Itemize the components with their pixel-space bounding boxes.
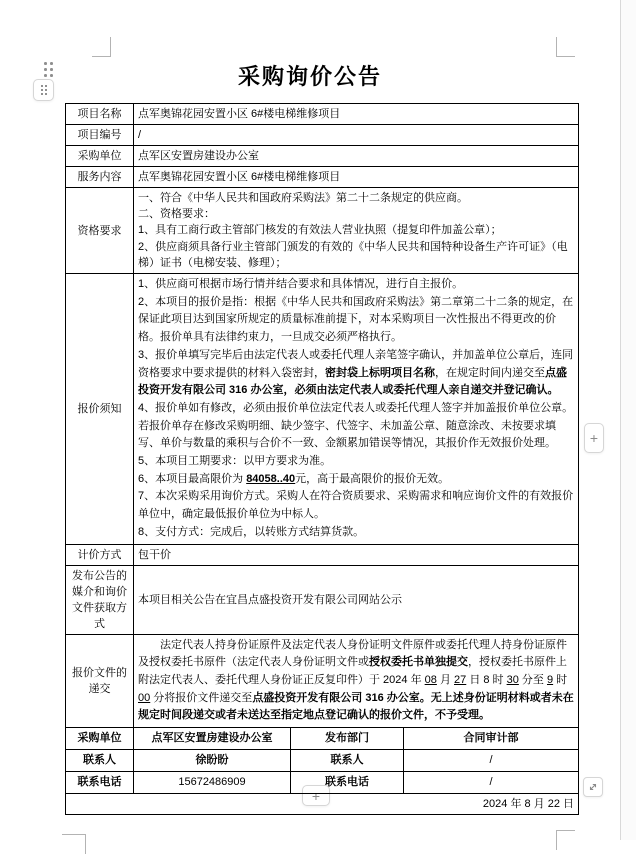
table-row xyxy=(66,565,579,634)
procurement-table xyxy=(65,103,579,815)
qualification-line: 1、具有工商行政主管部门核发的有效法人营业执照（提复印件加盖公章）； xyxy=(138,224,502,237)
table-row xyxy=(66,750,579,772)
table-row xyxy=(66,104,579,125)
contact-person-value-2: / xyxy=(404,750,579,772)
table-row xyxy=(66,167,579,188)
quotation-notice-value xyxy=(134,274,579,545)
submission-paragraph: 法定代表人持身份证原件及法定代表人身份证明文件原件或委托代理人持身份证原件及授权委托书原件（法定代表人身份证明文件或授权委托书单独提交，授权委托书原件上附法定代表人、委托代理人身份证正反复印件）于 2024 年 08 月 27 日 8 时 30 分至 9 时 00 分将报价文件递交至点盛投资开发有限公司 316 办公室。无上述身份证明材料或者未在规定时间段递交或者未送达至指定地点登记确认的报价文件，不予受理。 xyxy=(138,638,574,722)
service-content-value: 点军奥锦花园安置小区 6#楼电梯维修项目 xyxy=(134,167,579,188)
footer-purchaser-value: 点军区安置房建设办公室 xyxy=(134,728,291,750)
submission-label: 报价文件的递交 xyxy=(66,634,134,728)
table-row xyxy=(66,634,579,728)
table-row xyxy=(66,794,579,815)
notice-paragraph: 7、本次采购采用询价方式。采购人在符合资质要求、采购需求和响应询价文件的有效报价单位中，确定最低报价单位为中标人。 xyxy=(138,490,574,521)
notice-paragraph: 2、本项目的报价是指：根据《中华人民共和国政府采购法》第二章第二十二条的规定，在保证此项目达到国家所规定的质量标准前提下，对本采购项目一次性报出不得更改的价格。报价单具有法律约束力，一旦成交必须严格执行。 xyxy=(138,295,574,344)
announcement-date: 2024 年 8 月 22 日 xyxy=(66,794,579,815)
qualification-line: 一、符合《中华人民共和国政府采购法》第二十二条规定的供应商。 xyxy=(138,192,468,204)
crop-mark-top-left-icon xyxy=(92,37,111,57)
crop-mark-bottom-right-icon xyxy=(556,830,575,850)
table-row xyxy=(66,125,579,146)
contact-person-label: 联系人 xyxy=(66,750,134,772)
notice-paragraph: 4、报价单如有修改，必须由报价单位法定代表人或委托代理人签字并加盖报价单位公章。若报价单存在修改采购明细、缺少签字、代签字、未加盖公章、随意涂改、未按要求填写、单价与数量的乘积与合价不一致、金额累加错误等情况，其报价作无效报价处理。 xyxy=(138,401,574,450)
resize-handle-button[interactable] xyxy=(583,777,603,797)
page-title: 采购询价公告 xyxy=(237,64,382,89)
footer-purchaser-label: 采购单位 xyxy=(66,728,134,750)
contact-phone-label: 联系电话 xyxy=(66,772,134,794)
table-row xyxy=(66,274,579,545)
table-row xyxy=(66,146,579,167)
qualification-line: 二、资格要求： xyxy=(138,208,215,221)
table-row xyxy=(66,728,579,750)
contact-phone-value: 15672486909 xyxy=(134,772,291,794)
notice-paragraph: 8、支付方式：完成后，以转账方式结算货款。 xyxy=(138,525,365,538)
contact-person-label-2: 联系人 xyxy=(291,750,404,772)
table-row xyxy=(66,544,579,565)
announcement-media-value: 本项目相关公告在宜昌点盛投资开发有限公司网站公示 xyxy=(134,565,579,634)
footer-issuing-dept-value: 合同审计部 xyxy=(404,728,579,750)
resize-diagonal-icon xyxy=(587,781,599,793)
table-row xyxy=(66,188,579,274)
footer-issuing-dept-label: 发布部门 xyxy=(291,728,404,750)
page-gutter xyxy=(621,0,636,840)
project-name-label: 项目名称 xyxy=(66,104,134,125)
project-number-value: / xyxy=(134,125,579,146)
qualification-line: 2、供应商须具备行业主管部门颁发的有效的《中华人民共和国特种设备生产许可证》（电梯）证书（电梯安装、修理）； xyxy=(138,240,568,269)
submission-value xyxy=(134,634,579,728)
purchaser-label: 采购单位 xyxy=(66,146,134,167)
pricing-method-value: 包干价 xyxy=(134,544,579,565)
announcement-media-label: 发布公告的媒介和询价文件获取方式 xyxy=(66,565,134,634)
notice-paragraph: 3、报价单填写完毕后由法定代表人或委托代理人亲笔签字确认，并加盖单位公章后，连同资格要求中要求提供的材料入袋密封，密封袋上标明项目名称，在规定时间内递交至点盛投资开发有限公司 316 办公室，必须由法定代表人或委托代理人亲自递交并登记确认。 xyxy=(138,348,574,397)
add-button-right[interactable] xyxy=(584,423,604,453)
quotation-notice-label: 报价须知 xyxy=(66,274,134,545)
purchaser-value: 点军区安置房建设办公室 xyxy=(134,146,579,167)
notice-paragraph: 5、本项目工期要求：以甲方要求为准。 xyxy=(138,455,332,468)
qualification-label: 资格要求 xyxy=(66,188,134,274)
notice-paragraph: 1、供应商可根据市场行情并结合要求和具体情况，进行自主报价。 xyxy=(138,278,464,291)
contact-phone-value-2: / xyxy=(404,772,579,794)
crop-mark-bottom-left-icon xyxy=(62,834,86,854)
plus-icon: + xyxy=(311,787,321,804)
crop-mark-top-right-icon xyxy=(556,37,575,57)
contact-phone-label-2: 联系电话 xyxy=(291,772,404,794)
project-name-value: 点军奥锦花园安置小区 6#楼电梯维修项目 xyxy=(134,104,579,125)
service-content-label: 服务内容 xyxy=(66,167,134,188)
contact-person-value: 徐盼盼 xyxy=(134,750,291,772)
pricing-method-label: 计价方式 xyxy=(66,544,134,565)
qualification-value xyxy=(134,188,579,274)
plus-icon: + xyxy=(589,430,599,446)
notice-paragraph: 6、本项目最高限价为 84058..40元，高于最高限价的报价无效。 xyxy=(138,472,450,485)
project-number-label: 项目编号 xyxy=(66,125,134,146)
table-row xyxy=(66,772,579,794)
